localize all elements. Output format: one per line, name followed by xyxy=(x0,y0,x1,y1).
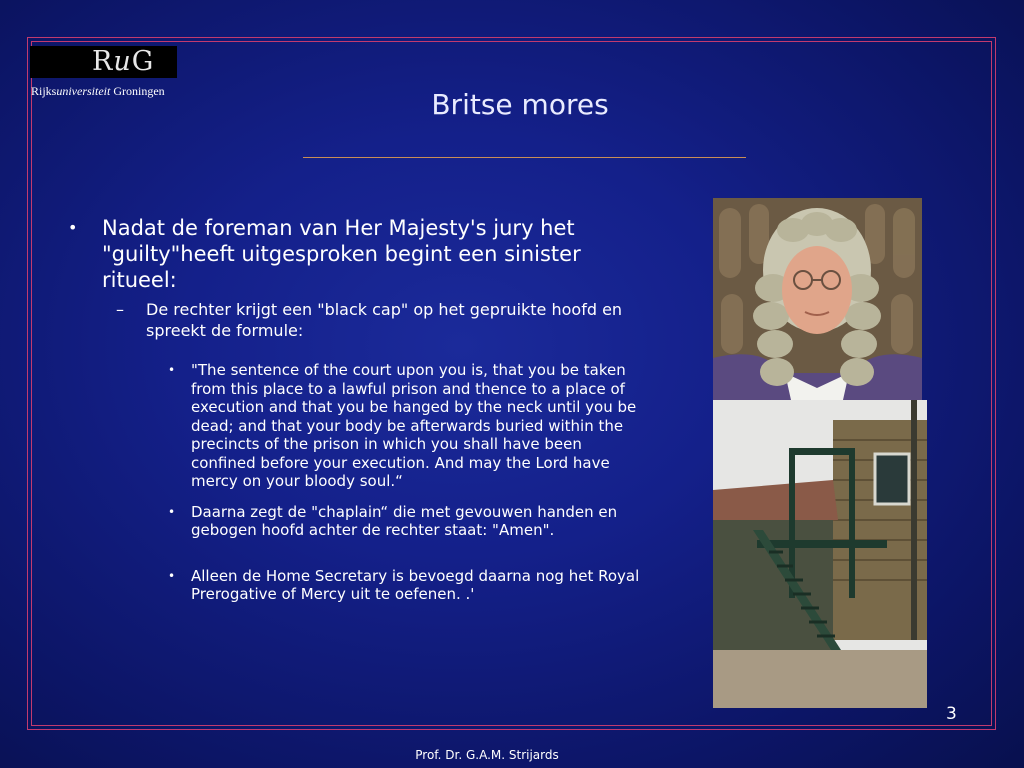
dash-icon: – xyxy=(116,300,124,319)
page-number: 3 xyxy=(946,704,957,724)
slide-title: Britse mores xyxy=(431,88,609,121)
footer-author: Prof. Dr. G.A.M. Strijards xyxy=(415,748,559,762)
sub-bullet-mercy xyxy=(60,567,645,604)
bullet-text: Daarna zegt de "chaplain“ die met gevouwen handen en gebogen hoofd achter de rechter staat: "Amen". xyxy=(191,502,618,539)
bullet-dot-icon: • xyxy=(168,363,176,377)
logo-subtitle: Rijksuniversiteit Groningen xyxy=(31,84,165,98)
judge-photo xyxy=(713,198,922,400)
bullet-text: Nadat de foreman van Her Majesty's jury het "guilty"heeft uitgesproken begint een sinister ritueel: xyxy=(102,216,581,292)
bullet-level1 xyxy=(60,215,645,293)
bullet-dot-icon: • xyxy=(168,504,176,519)
bullet-level2 xyxy=(60,299,645,341)
bullet-dot-icon: • xyxy=(68,218,78,237)
bullet-dot-icon: • xyxy=(168,568,176,583)
bullet-text: De rechter krijgt een "black cap" op het gepruikte hoofd en spreekt de formule: xyxy=(146,300,623,340)
slide-content xyxy=(60,215,645,604)
title-divider xyxy=(303,157,746,158)
bullet-text: "The sentence of the court upon you is, that you be taken from this place to a lawful prison and thence to a place of execution and that you be hanged by the neck until you be dead; and that your body be afterwards buried within the precincts of the prison in which you shall have been confined before your execution. And may the Lord have mercy on your bloody soul.“ xyxy=(191,361,637,490)
logo-mark: RuG xyxy=(92,46,155,77)
sub-bullet-sentence xyxy=(60,361,645,491)
sub-bullet-chaplain xyxy=(60,503,645,540)
gallows-photo xyxy=(713,400,927,708)
bullet-text: Alleen de Home Secretary is bevoegd daarna nog het Royal Prerogative of Mercy uit te oefenen. .' xyxy=(191,566,640,603)
